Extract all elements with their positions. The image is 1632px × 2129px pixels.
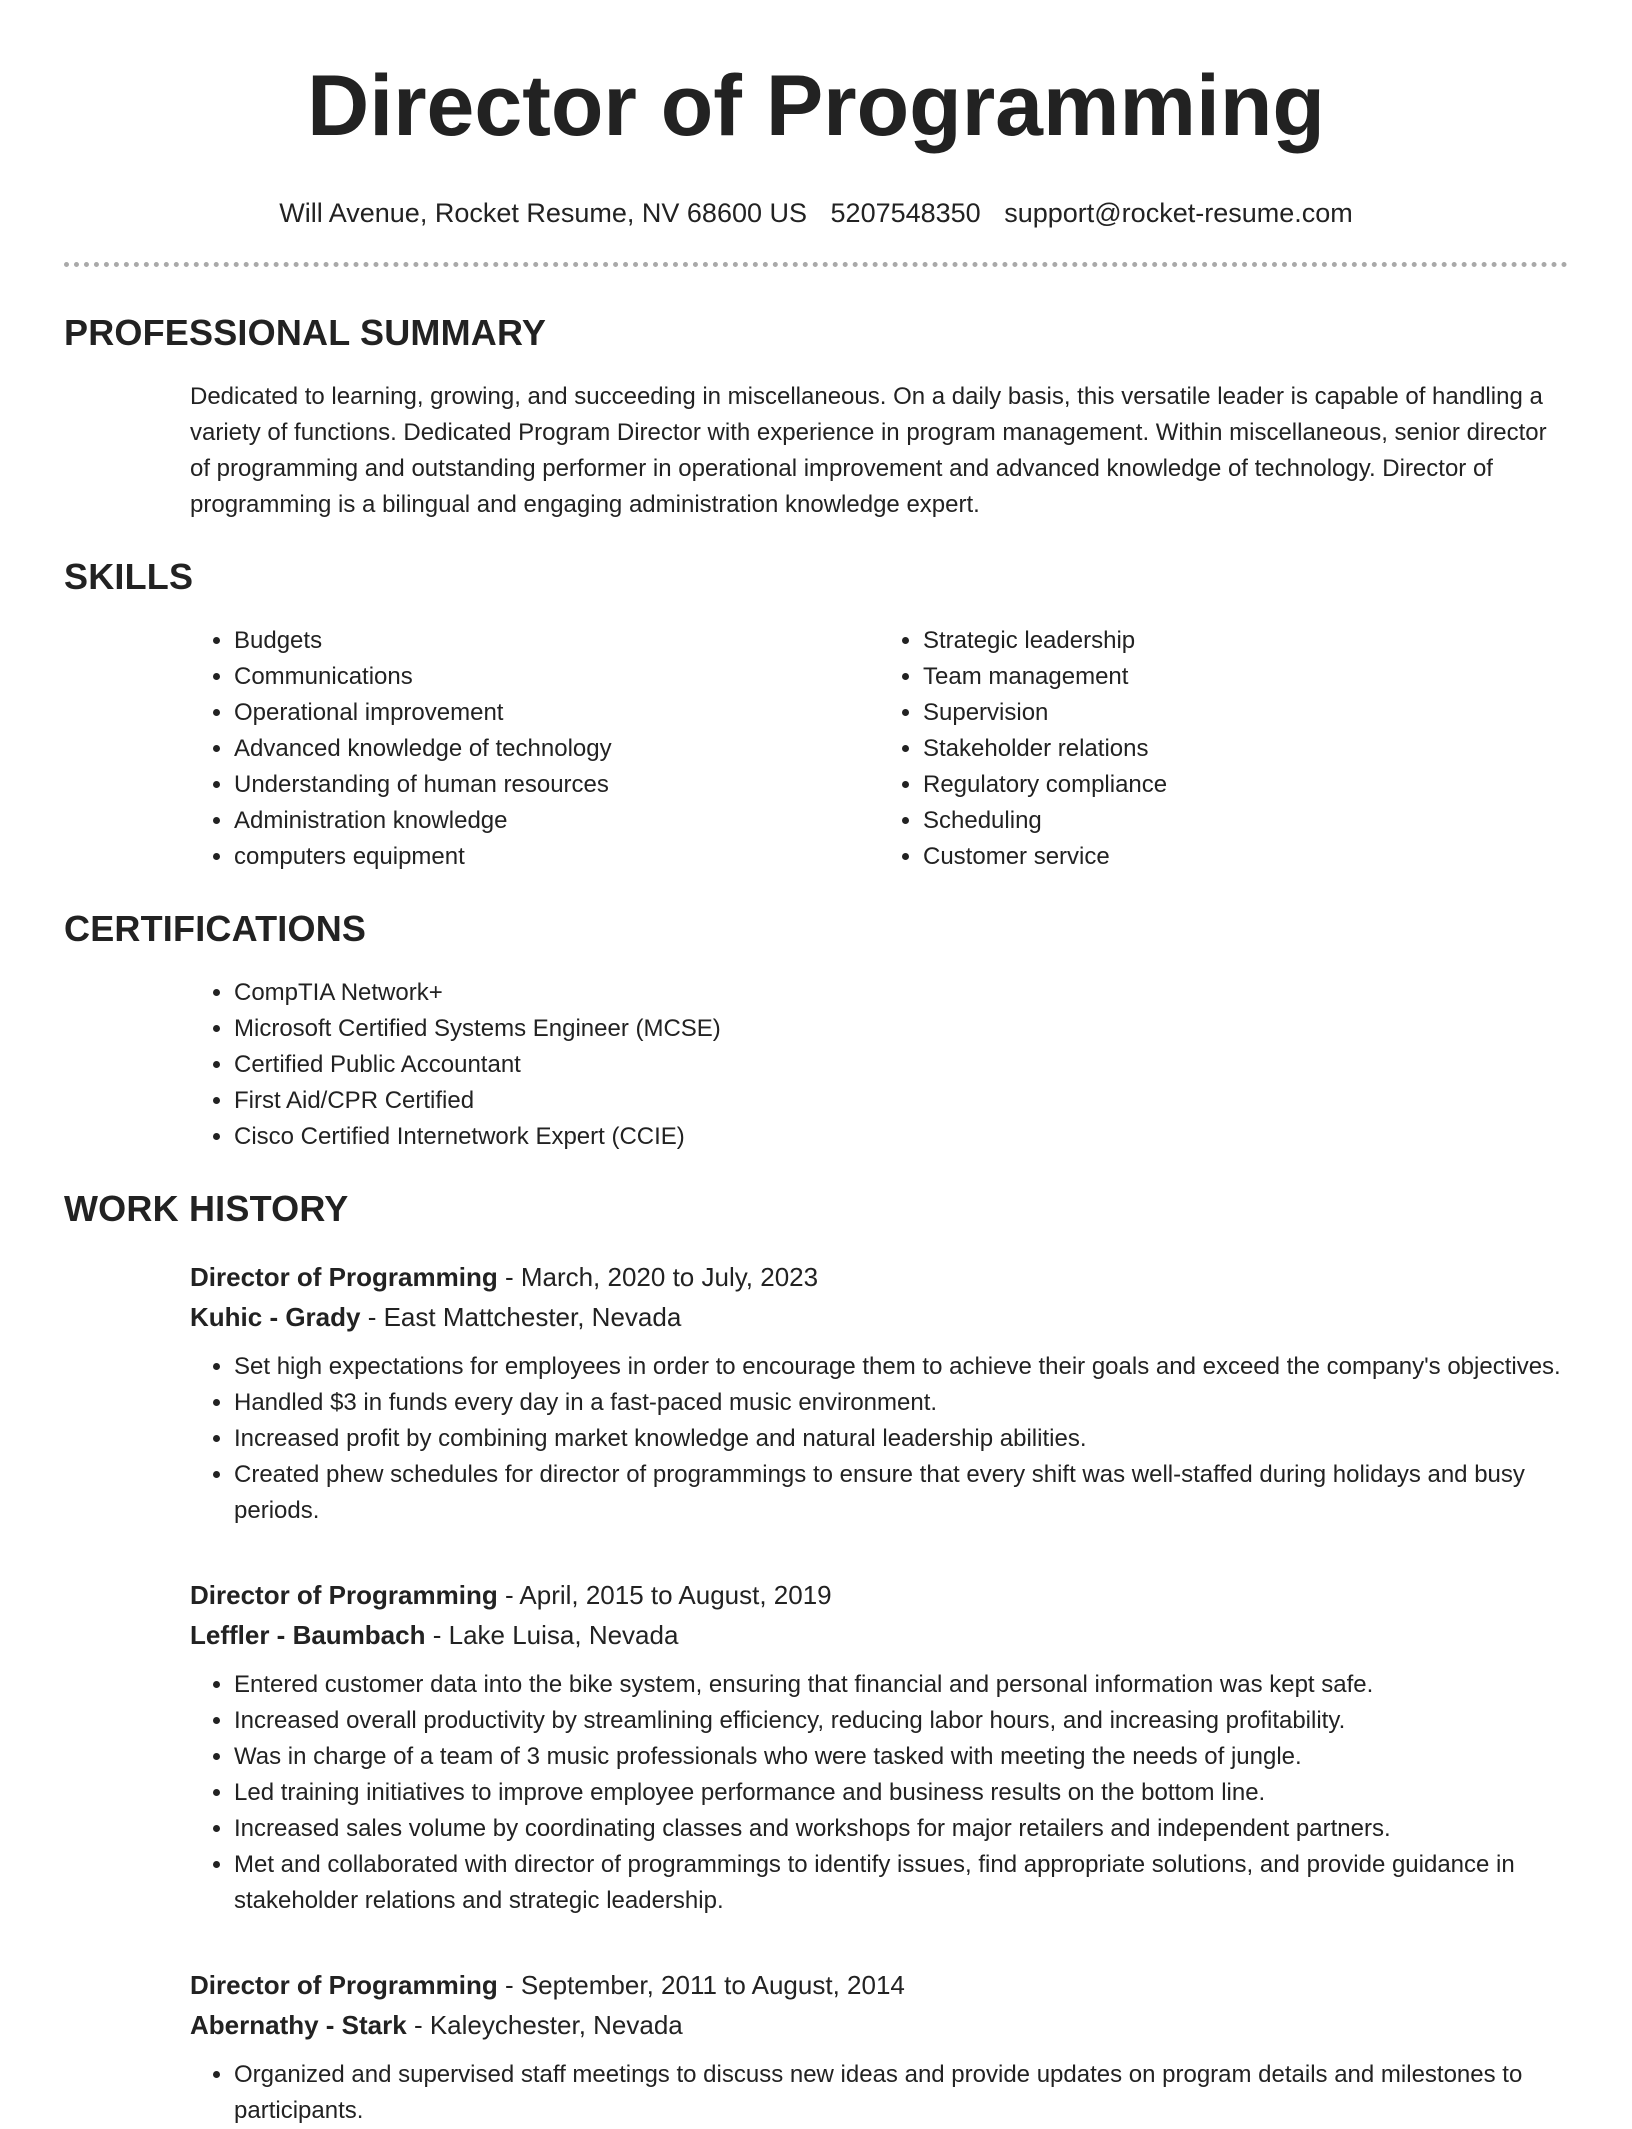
skill-item: • Understanding of human resources [234, 767, 879, 803]
job-dates: - April, 2015 to August, 2019 [497, 1580, 832, 1610]
job-location: - Lake Luisa, Nevada [425, 1620, 679, 1650]
skill-item: • Customer service [923, 839, 1568, 875]
section-heading-skills: SKILLS [64, 556, 194, 597]
job-bullet: • Organized and supervised staff meetings to discuss new ideas and provide updates on program details and milestones to participants. [234, 2057, 1568, 2129]
job-bullets [190, 1349, 1568, 1529]
work-history-section [64, 1187, 1568, 2129]
header-divider [64, 262, 1568, 267]
job-company-line [190, 1615, 1568, 1655]
job-title: Director of Programming [190, 1262, 498, 1292]
certification-item: • Certified Public Accountant [234, 1047, 1568, 1083]
job-bullet: • Entered customer data into the bike system, ensuring that financial and personal information was kept safe. [234, 1667, 1568, 1703]
certification-item: • Cisco Certified Internetwork Expert (CCIE) [234, 1119, 1568, 1155]
job-bullets [190, 1667, 1568, 1919]
certification-item: • Microsoft Certified Systems Engineer (MCSE) [234, 1011, 1568, 1047]
section-heading-work-history: WORK HISTORY [64, 1188, 349, 1229]
job-bullet: • Set high expectations for employees in order to encourage them to achieve their goals and exceed the company's objectives. [234, 1349, 1568, 1385]
section-heading-summary: PROFESSIONAL SUMMARY [64, 312, 547, 353]
skill-item: • Budgets [234, 623, 879, 659]
skills-section [64, 555, 1568, 875]
job-entry [190, 1257, 1568, 1529]
job-location: - Kaleychester, Nevada [406, 2010, 683, 2040]
job-entry [190, 1965, 1568, 2129]
job-title: Director of Programming [190, 1970, 498, 2000]
certifications-list [190, 975, 1568, 1155]
skill-item: • Strategic leadership [923, 623, 1568, 659]
job-bullet: • Met and collaborated with director of programmings to identify issues, find appropriate solutions, and provide guidance in stakeholder relations and strategic leadership. [234, 1847, 1568, 1919]
job-bullet: • Led training initiatives to improve employee performance and business results on the bottom line. [234, 1775, 1568, 1811]
job-company-line [190, 1297, 1568, 1337]
job-entry [190, 1575, 1568, 1919]
certification-item: • CompTIA Network+ [234, 975, 1568, 1011]
job-dates: - September, 2011 to August, 2014 [497, 1970, 905, 2000]
job-bullet: • Increased profit by combining market knowledge and natural leadership abilities. [234, 1421, 1568, 1457]
certifications-section [64, 907, 1568, 1155]
skill-item: • Stakeholder relations [923, 731, 1568, 767]
job-bullet: • Increased overall productivity by streamlining efficiency, reducing labor hours, and increasing profitability. [234, 1703, 1568, 1739]
job-company: Leffler - Baumbach [190, 1620, 426, 1650]
professional-summary-section [64, 311, 1568, 523]
job-dates: - March, 2020 to July, 2023 [497, 1262, 819, 1292]
section-heading-certifications: CERTIFICATIONS [64, 908, 367, 949]
job-company: Kuhic - Grady [190, 1302, 361, 1332]
skills-columns [190, 623, 1568, 875]
skill-item: • Administration knowledge [234, 803, 879, 839]
skill-item: • computers equipment [234, 839, 879, 875]
job-bullet: • Created phew schedules for director of programmings to ensure that every shift was well-staffed during holidays and busy periods. [234, 1457, 1568, 1529]
job-title-line [190, 1575, 1568, 1615]
job-title-line [190, 1965, 1568, 2005]
resume-title: Director of Programming [307, 58, 1325, 154]
skill-item: • Supervision [923, 695, 1568, 731]
skills-list-right [879, 623, 1568, 875]
contact-address: Will Avenue, Rocket Resume, NV 68600 US [279, 198, 808, 228]
contact-email: support@rocket-resume.com [1004, 198, 1353, 228]
job-bullets [190, 2057, 1568, 2129]
job-title: Director of Programming [190, 1580, 498, 1610]
certification-item: • First Aid/CPR Certified [234, 1083, 1568, 1119]
job-location: - East Mattchester, Nevada [360, 1302, 682, 1332]
skill-item: • Regulatory compliance [923, 767, 1568, 803]
skill-item: • Communications [234, 659, 879, 695]
skill-item: • Advanced knowledge of technology [234, 731, 879, 767]
skills-list-left [190, 623, 879, 875]
job-company: Abernathy - Stark [190, 2010, 407, 2040]
job-company-line [190, 2005, 1568, 2045]
skill-item: • Team management [923, 659, 1568, 695]
contact-line [64, 196, 1568, 230]
job-title-line [190, 1257, 1568, 1297]
resume-page [64, 0, 1568, 2129]
job-bullet: • Handled $3 in funds every day in a fast-paced music environment. [234, 1385, 1568, 1421]
summary-text: Dedicated to learning, growing, and succeeding in miscellaneous. On a daily basis, this versatile leader is capable of handling a variety of functions. Dedicated Program Director with experience in program management. Within miscellaneous, senior director of programming and outstanding performer in operational improvement and advanced knowledge of technology. Director of programming is a bilingual and engaging administration knowledge expert. [190, 383, 1547, 518]
job-bullet: • Increased sales volume by coordinating classes and workshops for major retailers and independent partners. [234, 1811, 1568, 1847]
job-bullet: • Was in charge of a team of 3 music professionals who were tasked with meeting the needs of jungle. [234, 1739, 1568, 1775]
contact-phone: 5207548350 [830, 198, 981, 228]
skill-item: • Scheduling [923, 803, 1568, 839]
skill-item: • Operational improvement [234, 695, 879, 731]
